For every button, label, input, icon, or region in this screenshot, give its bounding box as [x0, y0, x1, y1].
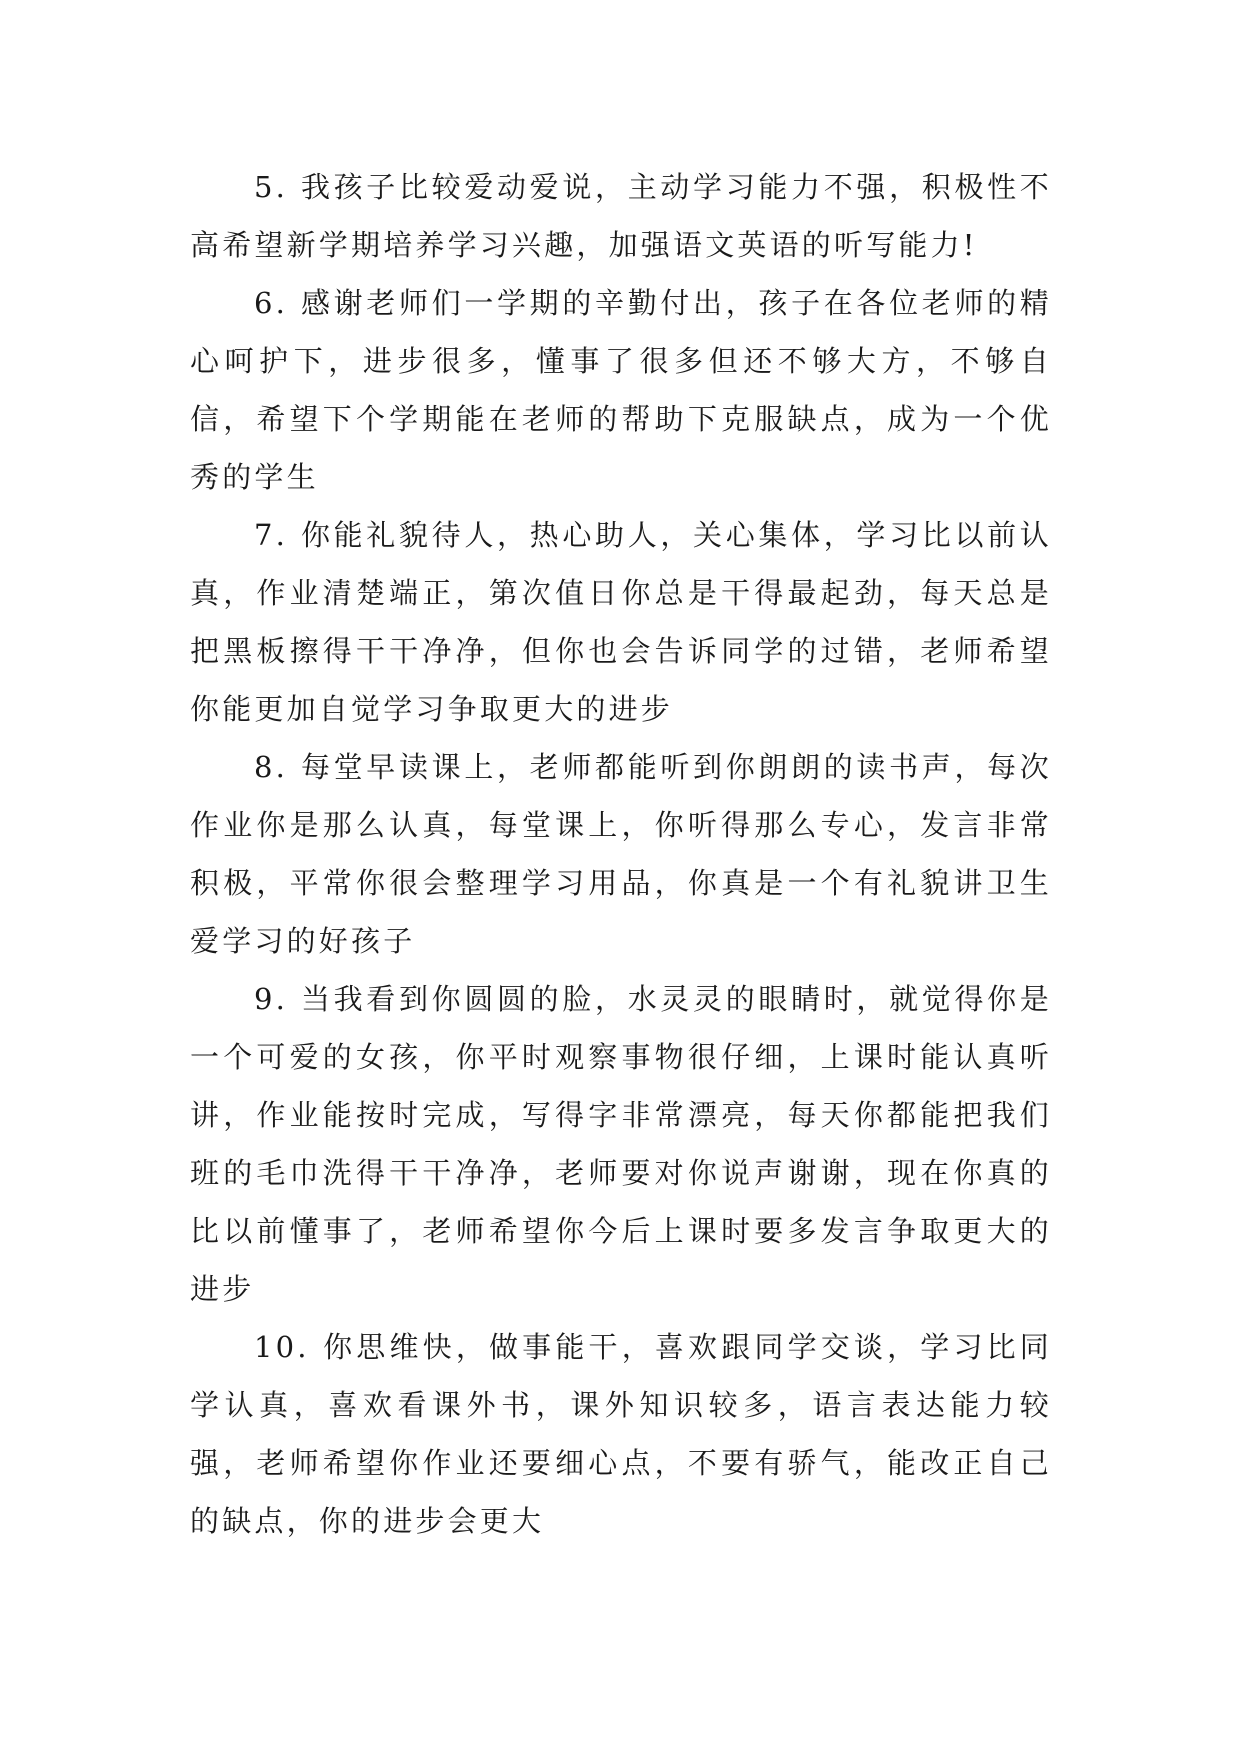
paragraph-9: 9. 当我看到你圆圆的脸，水灵灵的眼睛时，就觉得你是一个可爱的女孩，你平时观察事物很仔细，上课时能认真听讲，作业能按时完成，写得字非常漂亮，每天你都能把我们班的毛巾洗得干干净净，老师要对你说声谢谢，现在你真的比以前懂事了，老师希望你今后上课时要多发言争取更大的进步 [190, 982, 1052, 1306]
paragraph-10: 10. 你思维快，做事能干，喜欢跟同学交谈，学习比同学认真，喜欢看课外书，课外知识较多，语言表达能力较强，老师希望你作业还要细心点，不要有骄气，能改正自己的缺点，你的进步会更大 [190, 1330, 1052, 1538]
paragraph-5: 5. 我孩子比较爱动爱说，主动学习能力不强，积极性不高希望新学期培养学习兴趣，加强语文英语的听写能力! [190, 170, 1052, 262]
paragraph-6: 6. 感谢老师们一学期的辛勤付出，孩子在各位老师的精心呵护下，进步很多，懂事了很多但还不够大方，不够自信，希望下个学期能在老师的帮助下克服缺点，成为一个优秀的学生 [190, 286, 1052, 494]
paragraph-7: 7. 你能礼貌待人，热心助人，关心集体，学习比以前认真，作业清楚端正，第次值日你总是干得最起劲，每天总是把黑板擦得干干净净，但你也会告诉同学的过错，老师希望你能更加自觉学习争取更大的进步 [190, 518, 1052, 726]
paragraph-8: 8. 每堂早读课上，老师都能听到你朗朗的读书声，每次作业你是那么认真，每堂课上，你听得那么专心，发言非常积极，平常你很会整理学习用品，你真是一个有礼貌讲卫生爱学习的好孩子 [190, 750, 1052, 958]
document-body [190, 158, 1052, 1550]
